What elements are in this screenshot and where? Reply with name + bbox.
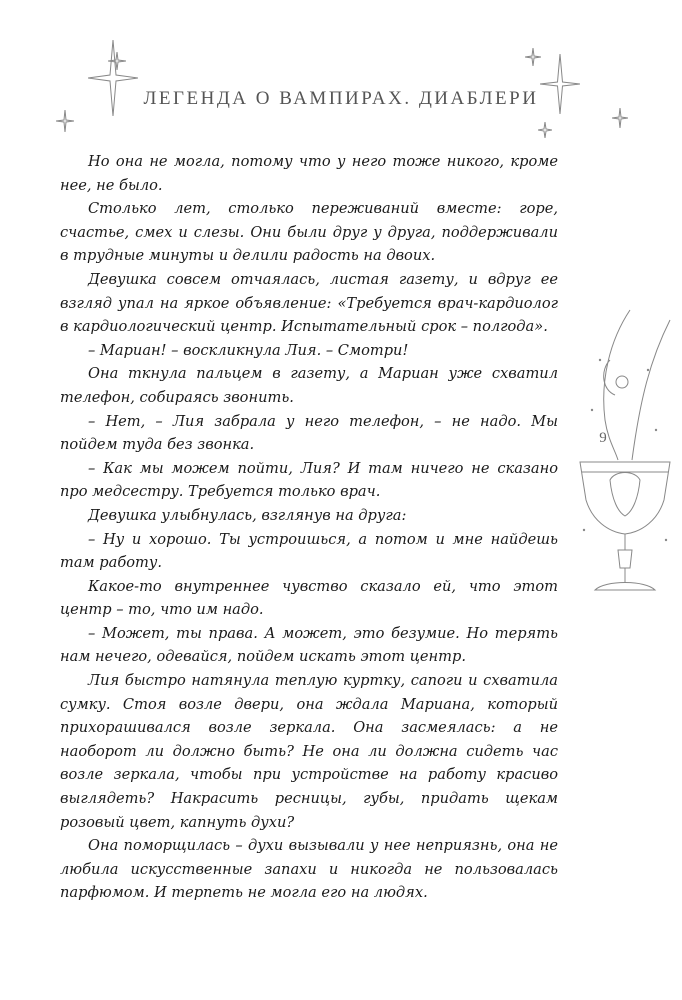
page-number: 9 xyxy=(599,430,607,446)
sparkle-star-icon xyxy=(56,110,74,132)
paragraph: – Ну и хорошо. Ты устроишься, а потом и мне найдешь там работу. xyxy=(60,530,558,572)
sparkle-star-icon xyxy=(538,122,552,138)
body-text xyxy=(60,150,558,905)
paragraph: Столько лет, столько переживаний вместе: горе, счастье, смех и слезы. Они были друг у друга, поддерживали в трудные минуты и делили радость на двоих. xyxy=(60,200,558,265)
paragraph: Она поморщилась – духи вызывали у нее неприязнь, она не любила искусственные запахи и никогда не пользовалась парфюмом. И терпеть не могла его на людях. xyxy=(60,837,558,902)
paragraph: Девушка совсем отчаялась, листая газету, и вдруг ее взгляд упал на яркое объявление: «Требуется врач-кардиолог в кардиологический центр. Испытательный срок – полгода». xyxy=(60,270,558,336)
running-title: ЛЕГЕНДА О ВАМПИРАХ. ДИАБЛЕРИ xyxy=(143,88,539,109)
paragraph: Лия быстро натянула теплую куртку, сапоги и схватила сумку. Стоя возле двери, она ждала Мариана, который прихорашивался возле зеркала. Она засмеялась: а не наоборот ли должно быть? Не она ли должна сидеть час возле зеркала, чтобы при устройстве на работу красиво выглядеть? Накрасить ресницы, губы, придать щекам розовый цвет, капнуть духи? xyxy=(60,672,558,831)
paragraph: – Как мы можем пойти, Лия? И там ничего не сказано про медсестру. Требуется только врач. xyxy=(60,459,558,501)
paragraph: – Может, ты права. А может, это безумие. Но терять нам нечего, одевайся, пойдем искать этот центр. xyxy=(60,624,558,666)
sparkle-star-icon xyxy=(108,52,126,70)
paragraph: – Мариан! – воскликнула Лия. – Смотри! xyxy=(88,341,409,359)
paragraph: – Нет, – Лия забрала у него телефон, – не надо. Мы пойдем туда без звонка. xyxy=(60,412,558,454)
paragraph: Какое-то внутреннее чувство сказало ей, что этот центр – то, что им надо. xyxy=(60,577,558,619)
paragraph: Она ткнула пальцем в газету, а Мариан уже схватил телефон, собираясь звонить. xyxy=(60,365,558,406)
goblet-illustration-icon xyxy=(570,300,680,600)
paragraph: Девушка улыбнулась, взглянув на друга: xyxy=(88,506,407,524)
sparkle-star-icon xyxy=(612,108,628,128)
sparkle-star-icon xyxy=(525,48,541,66)
paragraph: Но она не могла, потому что у него тоже никого, кроме нее, не было. xyxy=(60,153,558,194)
